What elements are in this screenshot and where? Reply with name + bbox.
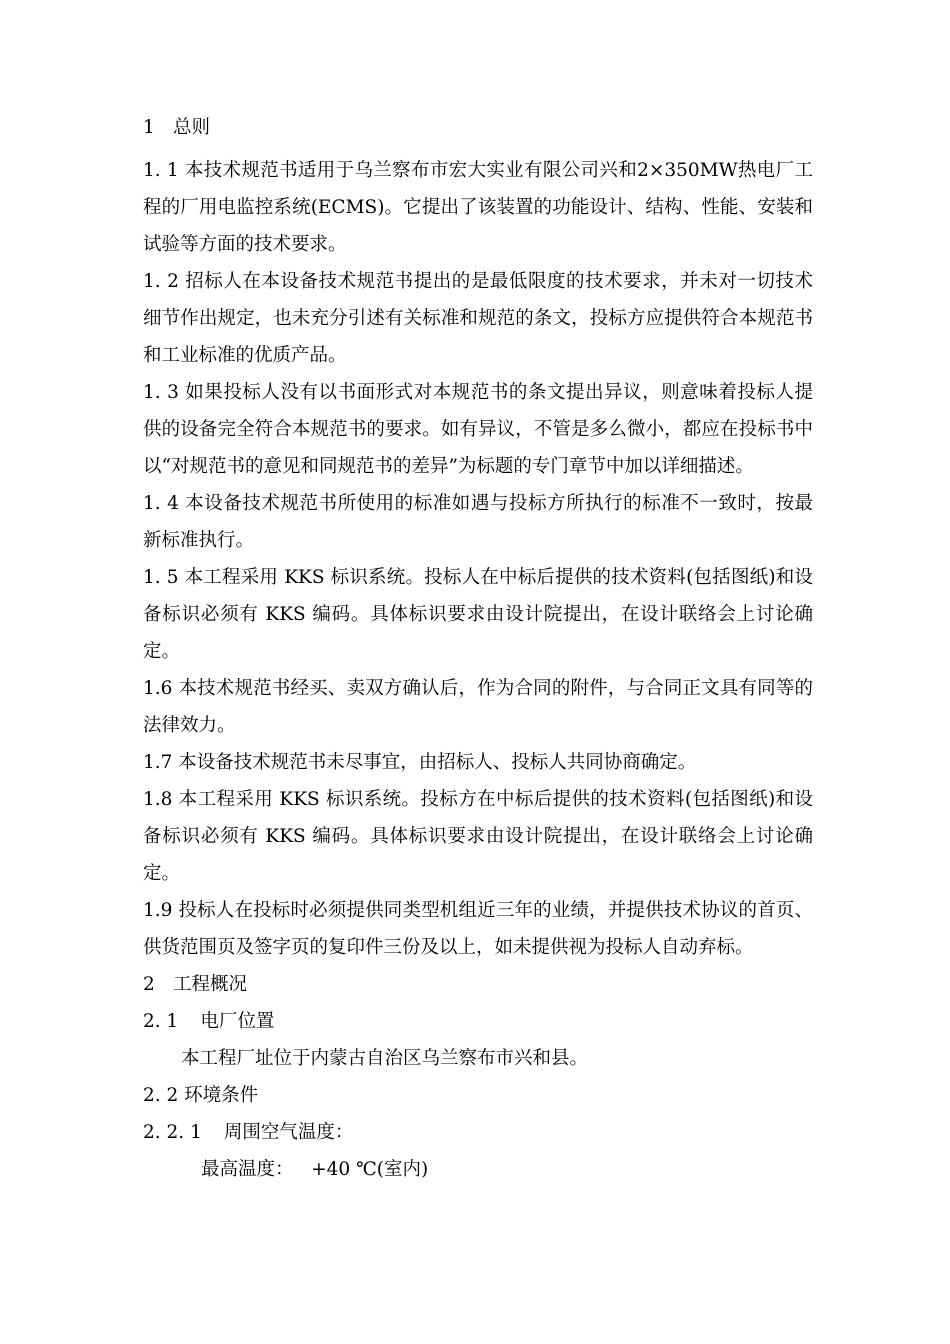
plant-location-text: 本工程厂址位于内蒙古自治区乌兰察布市兴和县。 bbox=[181, 1048, 589, 1069]
clause-1-3: 1. 3 如果投标人没有以书面形式对本规范书的条文提出异议，则意味着投标人提供的设备完全符合本规范书的要求。如有异议，不管是多么微小，都应在投标书中以“对规范书的意见和同规范书的差异”为标题的专门章节中加以详细描述。 bbox=[143, 382, 813, 477]
subsection-heading-2-1 bbox=[143, 1003, 813, 1040]
clause-1-5: 1. 5 本工程采用 KKS 标识系统。投标人在中标后提供的技术资料(包括图纸)和设备标识必须有 KKS 编码。具体标识要求由设计院提出，在设计联络会上讨论确定。 bbox=[143, 567, 813, 662]
subsection-title: 周围空气温度： bbox=[223, 1122, 354, 1143]
section-title: 工程概况 bbox=[173, 974, 248, 995]
clause-1-9: 1.9 投标人在投标时必须提供同类型机组近三年的业绩，并提供技术协议的首页、供货范围页及签字页的复印件三份及以上，如未提供视为投标人自动弃标。 bbox=[143, 900, 813, 958]
section-heading-1 bbox=[143, 111, 813, 144]
subsection-title: 电厂位置 bbox=[200, 1011, 275, 1032]
clause-1-6: 1.6 本技术规范书经买、卖双方确认后，作为合同的附件，与合同正文具有同等的法律效力。 bbox=[143, 678, 813, 736]
section-title: 总则 bbox=[173, 117, 211, 138]
clause-1-2: 1. 2 招标人在本设备技术规范书提出的是最低限度的技术要求，并未对一切技术细节作出规定，也未充分引述有关标准和规范的条文，投标方应提供符合本规范书和工业标准的优质产品。 bbox=[143, 271, 813, 366]
document-body bbox=[143, 111, 813, 1188]
clause-1-7: 1.7 本设备技术规范书未尽事宜，由招标人、投标人共同协商确定。 bbox=[143, 752, 697, 773]
clause-1-4: 1. 4 本设备技术规范书所使用的标准如遇与投标方所执行的标准不一致时，按最新标准执行。 bbox=[143, 493, 813, 551]
subsection-heading-2-2-1 bbox=[143, 1114, 813, 1151]
max-temperature-line: 最高温度： +40 ℃(室内) bbox=[201, 1159, 429, 1180]
section-heading-2 bbox=[143, 966, 813, 1003]
subsection-number: 2. 1 bbox=[143, 1011, 179, 1032]
subsection-number: 2. 2. 1 bbox=[143, 1122, 202, 1143]
section-number: 1 bbox=[143, 117, 155, 138]
subsection-heading-2-2: 2. 2 环境条件 bbox=[143, 1085, 259, 1106]
clause-1-8: 1.8 本工程采用 KKS 标识系统。投标方在中标后提供的技术资料(包括图纸)和设备标识必须有 KKS 编码。具体标识要求由设计院提出，在设计联络会上讨论确定。 bbox=[143, 789, 813, 884]
section-number: 2 bbox=[143, 974, 155, 995]
clause-1-1: 1. 1 本技术规范书适用于乌兰察布市宏大实业有限公司兴和2×350MW热电厂工程的厂用电监控系统(ECMS)。它提出了该装置的功能设计、结构、性能、安装和试验等方面的技术要求。 bbox=[143, 160, 813, 255]
